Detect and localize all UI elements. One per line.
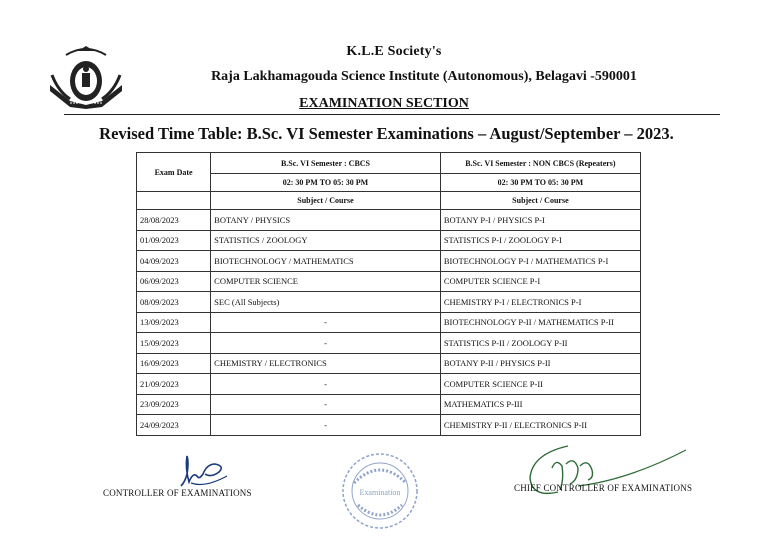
table-row <box>137 333 641 354</box>
row-cbcs-subject: BOTANY / PHYSICS <box>211 210 441 231</box>
row-cbcs-subject: COMPUTER SCIENCE <box>211 271 441 292</box>
row-noncbcs-subject: BOTANY P-II / PHYSICS P-II <box>440 353 640 374</box>
row-cbcs-subject: - <box>211 415 441 436</box>
cbcs-time: 02: 30 PM TO 05: 30 PM <box>211 174 441 192</box>
row-noncbcs-subject: CHEMISTRY P-I / ELECTRONICS P-I <box>440 292 640 313</box>
noncbcs-time: 02: 30 PM TO 05: 30 PM <box>440 174 640 192</box>
section-heading-text: EXAMINATION SECTION <box>299 96 469 111</box>
row-cbcs-subject: SEC (All Subjects) <box>211 292 441 313</box>
table-row <box>137 415 641 436</box>
table-row <box>137 230 641 251</box>
row-date: 15/09/2023 <box>137 333 211 354</box>
timetable <box>136 152 641 436</box>
cbcs-header: B.Sc. VI Semester : CBCS <box>211 153 441 174</box>
row-noncbcs-subject: COMPUTER SCIENCE P-II <box>440 374 640 395</box>
row-cbcs-subject: - <box>211 374 441 395</box>
chief-controller-label: CHIEF CONTROLLER OF EXAMINATIONS <box>514 483 693 493</box>
seal-center-text: Examination <box>359 488 401 497</box>
noncbcs-header: B.Sc. VI Semester : NON CBCS (Repeaters) <box>440 153 640 174</box>
table-row <box>137 394 641 415</box>
row-noncbcs-subject: MATHEMATICS P-III <box>440 394 640 415</box>
row-noncbcs-subject: BIOTECHNOLOGY P-I / MATHEMATICS P-I <box>440 251 640 272</box>
table-row <box>137 312 641 333</box>
row-noncbcs-subject: BIOTECHNOLOGY P-II / MATHEMATICS P-II <box>440 312 640 333</box>
timetable-body <box>137 210 641 436</box>
row-date: 23/09/2023 <box>137 394 211 415</box>
row-date: 21/09/2023 <box>137 374 211 395</box>
header-divider <box>64 114 720 115</box>
exam-date-header: Exam Date <box>137 153 211 192</box>
row-cbcs-subject: CHEMISTRY / ELECTRONICS <box>211 353 441 374</box>
table-row <box>137 374 641 395</box>
row-date: 16/09/2023 <box>137 353 211 374</box>
table-time-row <box>137 174 641 192</box>
row-cbcs-subject: STATISTICS / ZOOLOGY <box>211 230 441 251</box>
row-cbcs-subject: - <box>211 312 441 333</box>
noncbcs-subject-header: Subject / Course <box>440 192 640 210</box>
row-noncbcs-subject: STATISTICS P-II / ZOOLOGY P-II <box>440 333 640 354</box>
document-title: Revised Time Table: B.Sc. VI Semester Examinations – August/September – 2023. <box>99 124 674 143</box>
row-date: 04/09/2023 <box>137 251 211 272</box>
row-cbcs-subject: - <box>211 333 441 354</box>
chief-controller-signature <box>518 440 698 510</box>
table-row <box>137 251 641 272</box>
row-date: 06/09/2023 <box>137 271 211 292</box>
table-row <box>137 271 641 292</box>
row-noncbcs-subject: STATISTICS P-I / ZOOLOGY P-I <box>440 230 640 251</box>
row-date: 13/09/2023 <box>137 312 211 333</box>
row-noncbcs-subject: COMPUTER SCIENCE P-I <box>440 271 640 292</box>
row-date: 08/09/2023 <box>137 292 211 313</box>
section-heading <box>0 96 768 112</box>
table-row <box>137 353 641 374</box>
society-name: K.L.E Society's <box>346 44 442 59</box>
row-noncbcs-subject: BOTANY P-I / PHYSICS P-I <box>440 210 640 231</box>
controller-label: CONTROLLER OF EXAMINATIONS <box>103 488 252 498</box>
table-header-row <box>137 153 641 174</box>
row-cbcs-subject: BIOTECHNOLOGY / MATHEMATICS <box>211 251 441 272</box>
row-noncbcs-subject: CHEMISTRY P-II / ELECTRONICS P-II <box>440 415 640 436</box>
cbcs-subject-header: Subject / Course <box>211 192 441 210</box>
row-date: 24/09/2023 <box>137 415 211 436</box>
row-date: 28/08/2023 <box>137 210 211 231</box>
table-row <box>137 210 641 231</box>
table-subject-header-row <box>137 192 641 210</box>
institute-seal <box>340 451 420 531</box>
table-row <box>137 292 641 313</box>
blank-header-cell <box>137 192 211 210</box>
institute-name: Raja Lakhamagouda Science Institute (Autonomous), Belagavi -590001 <box>211 69 637 84</box>
row-date: 01/09/2023 <box>137 230 211 251</box>
row-cbcs-subject: - <box>211 394 441 415</box>
